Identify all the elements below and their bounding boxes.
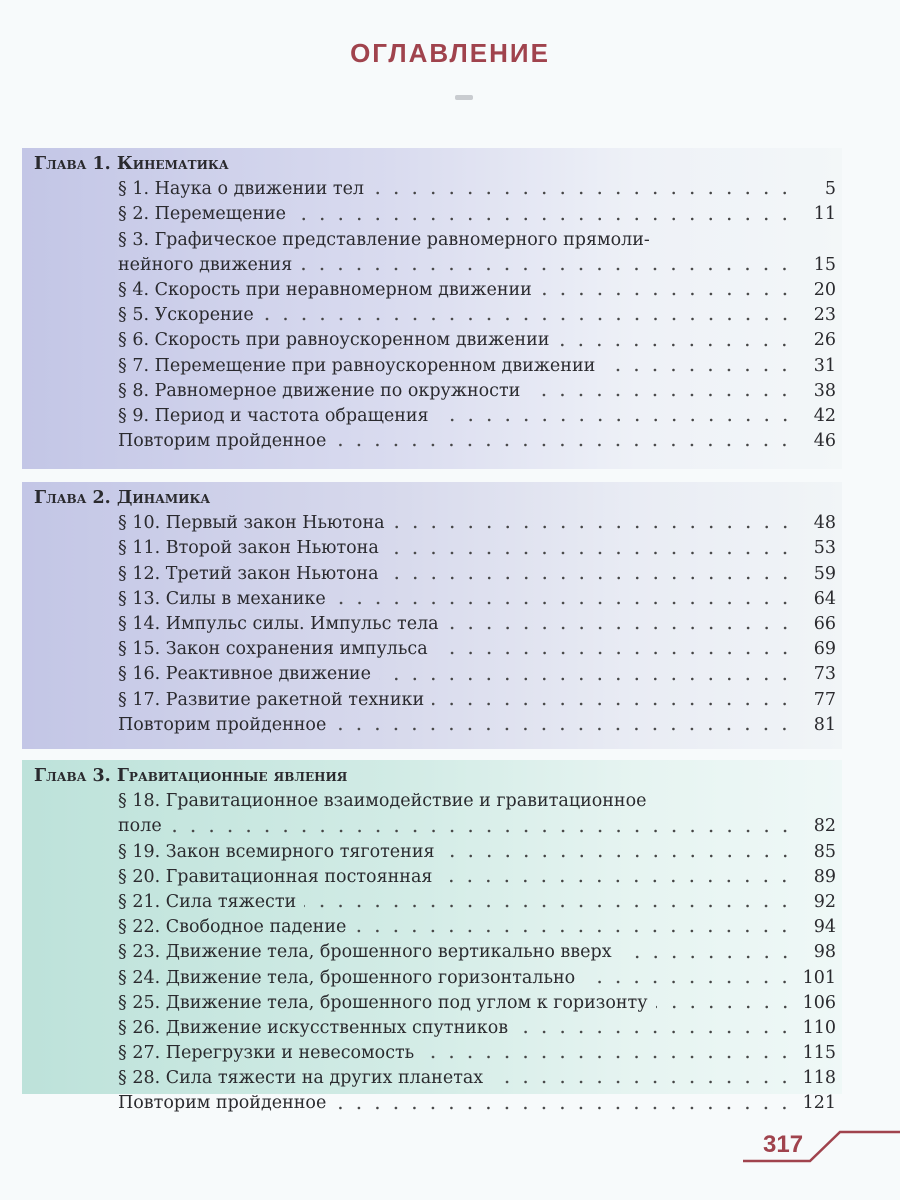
toc-entry-label: Повторим пройденное bbox=[118, 431, 327, 452]
toc-entry-label: Повторим пройденное bbox=[118, 714, 327, 735]
toc-entry-page: 77 bbox=[813, 689, 836, 710]
toc-entry-label: Повторим пройденное bbox=[118, 1093, 327, 1114]
toc-entry-page: 69 bbox=[813, 639, 836, 660]
toc-entry-label: поле bbox=[118, 816, 162, 837]
toc-entry-label: § 26. Движение искусственных спутников bbox=[118, 1017, 509, 1038]
chapter-heading[interactable]: Глава 1. Кинематика bbox=[34, 154, 229, 174]
toc-entry-page: 48 bbox=[813, 513, 836, 534]
toc-entry-label: § 20. Гравитационная постоянная bbox=[118, 866, 433, 887]
toc-entry-label: § 4. Скорость при неравномерном движении bbox=[118, 279, 532, 300]
toc-entry-page: 31 bbox=[813, 355, 836, 376]
toc-entry-label: § 18. Гравитационное взаимодействие и гравитационное bbox=[118, 791, 647, 812]
toc-entry-label: § 8. Равномерное движение по окружности bbox=[118, 380, 521, 401]
toc-entry-label: § 22. Свободное падение bbox=[118, 917, 347, 938]
toc-entry-label: § 10. Первый закон Ньютона bbox=[118, 513, 385, 534]
toc-entry-page: 101 bbox=[802, 967, 836, 988]
toc-entry-label: § 15. Закон сохранения импульса bbox=[118, 639, 428, 660]
toc-entry-label: § 13. Силы в механике bbox=[118, 588, 326, 609]
toc-entry-label: § 7. Перемещение при равноускоренном движении bbox=[118, 355, 596, 376]
toc-entry-page: 92 bbox=[813, 891, 836, 912]
toc-entry-label: § 28. Сила тяжести на других планетах bbox=[118, 1068, 484, 1089]
toc-entry-page: 42 bbox=[813, 405, 836, 426]
toc-entry-label: § 27. Перегрузки и невесомость bbox=[118, 1043, 415, 1064]
toc-entry-page: 20 bbox=[813, 279, 836, 300]
toc-entry-label: § 14. Импульс силы. Импульс тела bbox=[118, 613, 439, 634]
chapter-heading[interactable]: Глава 2. Динамика bbox=[34, 488, 211, 508]
toc-entry-page: 121 bbox=[802, 1093, 836, 1114]
toc-entry-page: 98 bbox=[813, 942, 836, 963]
toc-entry-label: § 25. Движение тела, брошенного под углом к горизонту bbox=[118, 992, 648, 1013]
toc-entry-page: 118 bbox=[802, 1068, 836, 1089]
toc-entry-label: § 1. Наука о движении тел bbox=[118, 179, 365, 200]
toc-entry-label: § 12. Третий закон Ньютона bbox=[118, 563, 379, 584]
toc-entry-page: 26 bbox=[813, 330, 836, 351]
toc-entry-page: 85 bbox=[813, 841, 836, 862]
toc-entry-page: 5 bbox=[824, 179, 836, 200]
toc-entry-label: § 3. Графическое представление равномерного прямоли- bbox=[118, 229, 650, 250]
toc-entry-page: 64 bbox=[813, 588, 836, 609]
toc-entry-page: 115 bbox=[802, 1043, 836, 1064]
toc-entry-label: § 24. Движение тела, брошенного горизонтально bbox=[118, 967, 576, 988]
toc-entry-label: § 2. Перемещение bbox=[118, 204, 287, 225]
toc-entry-page: 73 bbox=[813, 664, 836, 685]
toc-entry-label: § 11. Второй закон Ньютона bbox=[118, 538, 379, 559]
toc-entry-page: 82 bbox=[813, 816, 836, 837]
toc-entry-page: 66 bbox=[813, 613, 836, 634]
toc-entry-page: 110 bbox=[802, 1017, 836, 1038]
toc-entry-page: 94 bbox=[813, 917, 836, 938]
toc-entry-label: § 21. Сила тяжести bbox=[118, 891, 297, 912]
toc-entry-page: 15 bbox=[813, 254, 836, 275]
page-number: 317 bbox=[763, 1131, 804, 1158]
toc-entry-page: 46 bbox=[813, 431, 836, 452]
toc-entry-label: нейного движения bbox=[118, 254, 293, 275]
toc-entry-page: 53 bbox=[813, 538, 836, 559]
toc-entry-label: § 17. Развитие ракетной техники bbox=[118, 689, 425, 710]
toc-entry-page: 81 bbox=[813, 714, 836, 735]
toc-entry-label: § 6. Скорость при равноускоренном движении bbox=[118, 330, 550, 351]
toc-entry-page: 106 bbox=[802, 992, 836, 1013]
toc-entry-page: 59 bbox=[813, 563, 836, 584]
page-title: ОГЛАВЛЕНИЕ bbox=[350, 38, 550, 68]
toc-entry-label: § 16. Реактивное движение bbox=[118, 664, 371, 685]
toc-entry-page: 11 bbox=[813, 204, 836, 225]
chapter-heading[interactable]: Глава 3. Гравитационные явления bbox=[34, 766, 348, 786]
toc-entry-page: 38 bbox=[813, 380, 836, 401]
toc-entry-label: § 19. Закон всемирного тяготения bbox=[118, 841, 435, 862]
toc-entry-label: § 5. Ускорение bbox=[118, 305, 254, 326]
toc-entry-label: § 23. Движение тела, брошенного вертикально вверх bbox=[118, 942, 612, 963]
toc-entry-page: 89 bbox=[813, 866, 836, 887]
toc-entry-page: 23 bbox=[813, 305, 836, 326]
toc-entry-label: § 9. Период и частота обращения bbox=[118, 405, 429, 426]
